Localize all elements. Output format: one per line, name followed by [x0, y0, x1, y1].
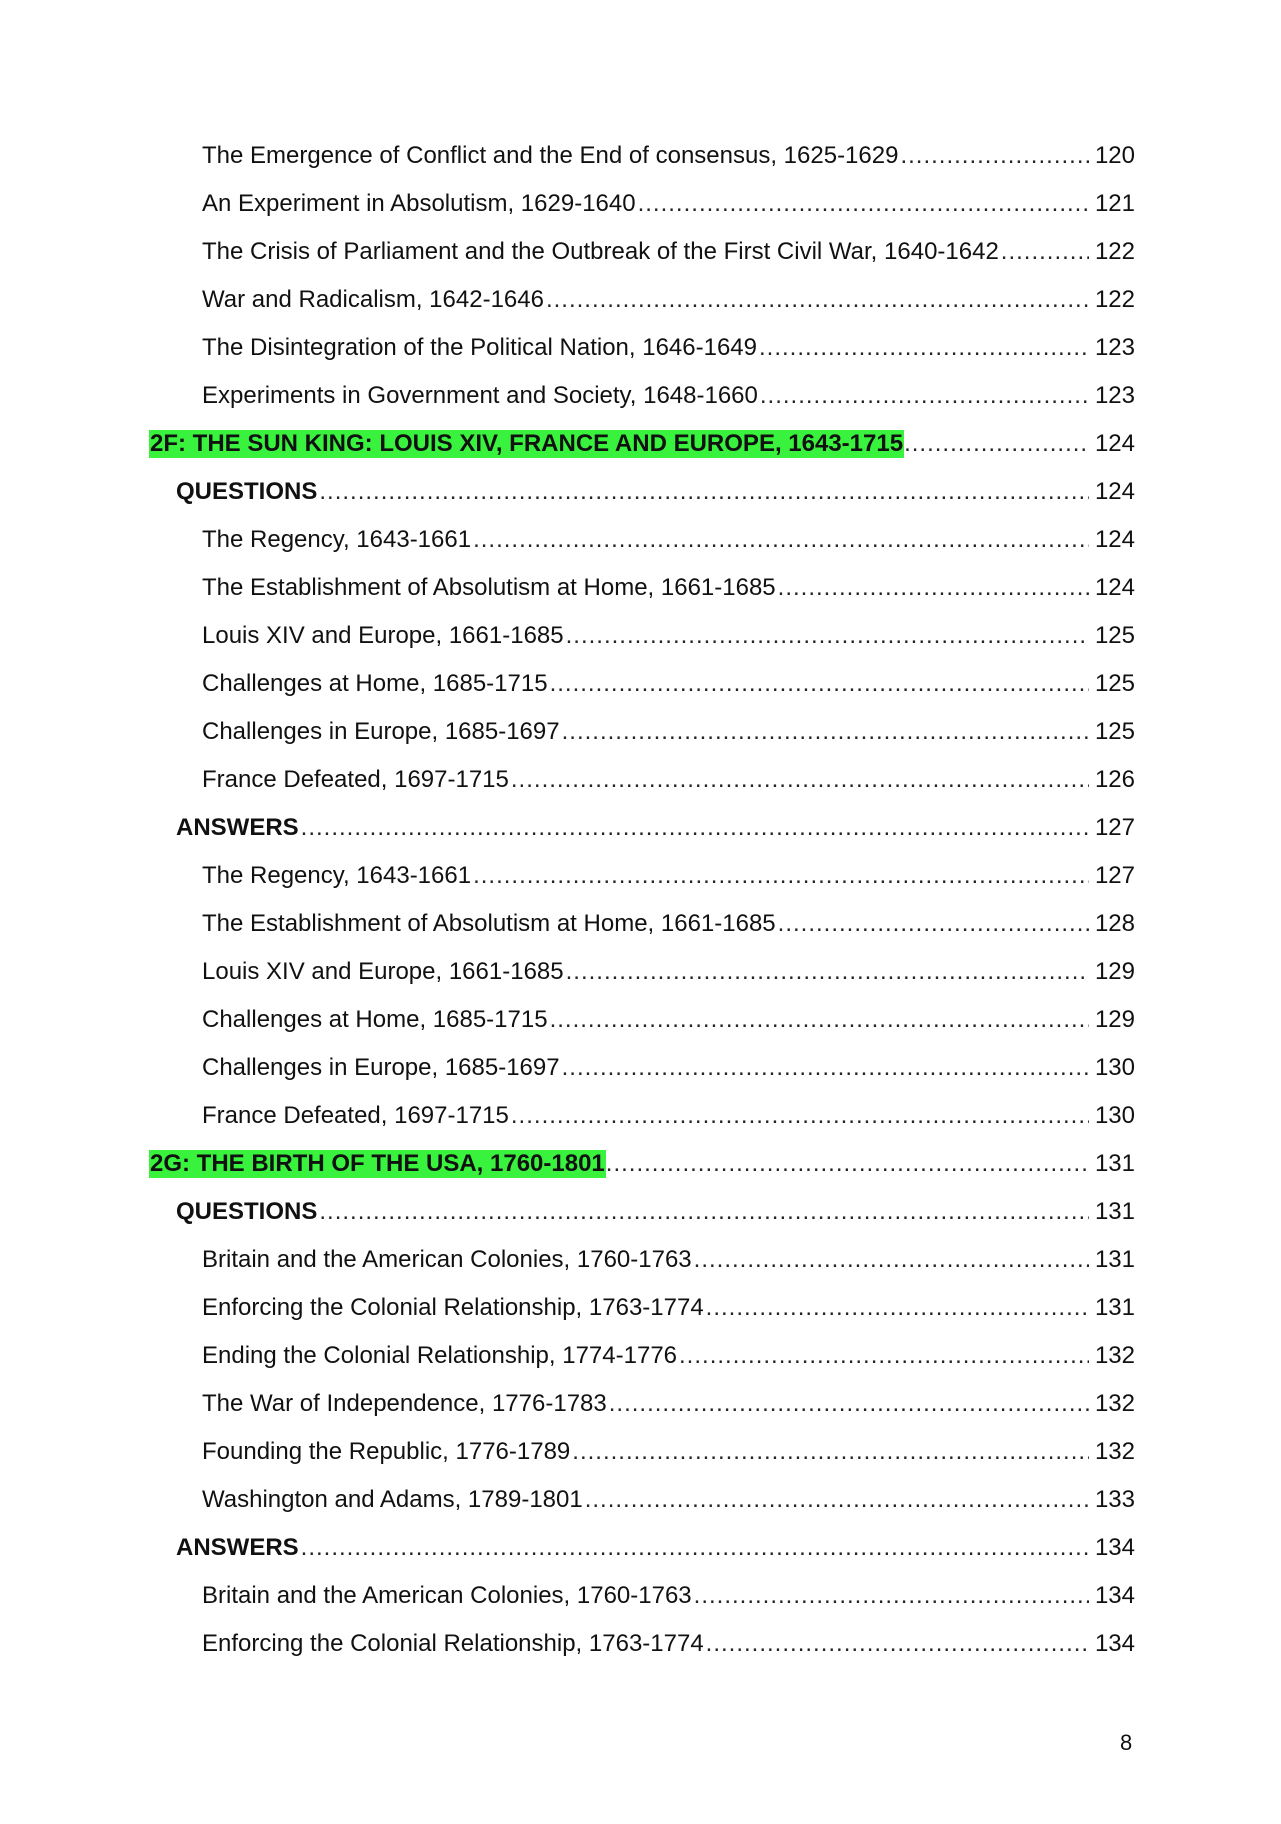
dot-leader: [606, 1150, 1089, 1178]
toc-entry[interactable]: [150, 1102, 1135, 1150]
toc-entry-page: 131: [1094, 1294, 1135, 1321]
dot-leader: [694, 1246, 1089, 1274]
toc-entry-title: Enforcing the Colonial Relationship, 1763-1774: [202, 1630, 704, 1657]
toc-entry[interactable]: [150, 1630, 1135, 1678]
toc-entry-title: France Defeated, 1697-1715: [202, 1102, 509, 1129]
toc-entry-page: 123: [1094, 382, 1135, 409]
dot-leader: [778, 910, 1089, 938]
dot-leader: [706, 1294, 1089, 1322]
toc-entry-page: 129: [1094, 1006, 1135, 1033]
dot-leader: [550, 670, 1089, 698]
toc-entry[interactable]: [150, 622, 1135, 670]
dot-leader: [566, 958, 1089, 986]
toc-entry[interactable]: [150, 910, 1135, 958]
page-number: 8: [1120, 1730, 1133, 1755]
toc-entry-page: 132: [1094, 1438, 1135, 1465]
toc-entry-page: 134: [1094, 1630, 1135, 1657]
toc-entry-title: The Crisis of Parliament and the Outbreak of the First Civil War, 1640-1642: [202, 238, 999, 265]
toc-entry-title: ANSWERS: [176, 814, 299, 841]
dot-leader: [301, 814, 1089, 842]
toc-entry-title: Founding the Republic, 1776-1789: [202, 1438, 571, 1465]
toc-entry[interactable]: [150, 766, 1135, 814]
dot-leader: [562, 718, 1089, 746]
toc-entry-page: 125: [1094, 718, 1135, 745]
toc-entry-page: 124: [1094, 526, 1135, 553]
toc-entry-page: 122: [1094, 286, 1135, 313]
dot-leader: [706, 1630, 1089, 1658]
toc-entry-title: Challenges at Home, 1685-1715: [202, 670, 548, 697]
toc-entry-page: 124: [1094, 430, 1135, 457]
toc-entry-page: 125: [1094, 622, 1135, 649]
toc-entry[interactable]: [150, 958, 1135, 1006]
toc-entry[interactable]: [150, 190, 1135, 238]
dot-leader: [904, 430, 1089, 458]
toc-entry-title: Louis XIV and Europe, 1661-1685: [202, 622, 564, 649]
toc-entry-title: Challenges at Home, 1685-1715: [202, 1006, 548, 1033]
toc-entry-title: The War of Independence, 1776-1783: [202, 1390, 607, 1417]
toc-entry-page: 132: [1094, 1342, 1135, 1369]
dot-leader: [566, 622, 1089, 650]
toc-entry[interactable]: [150, 382, 1135, 430]
toc-entry-title: Britain and the American Colonies, 1760-1763: [202, 1246, 692, 1273]
toc-subheading[interactable]: [150, 814, 1135, 862]
toc-entry-page: 125: [1094, 670, 1135, 697]
dot-leader: [679, 1342, 1089, 1370]
table-of-contents: [150, 142, 1135, 1678]
toc-entry-page: 129: [1094, 958, 1135, 985]
toc-entry-title: QUESTIONS: [176, 1198, 318, 1225]
toc-entry-page: 130: [1094, 1054, 1135, 1081]
dot-leader: [609, 1390, 1089, 1418]
toc-entry-title: 2G: THE BIRTH OF THE USA, 1760-1801: [150, 1150, 605, 1177]
toc-entry-title: The Regency, 1643-1661: [202, 862, 472, 889]
dot-leader: [759, 334, 1089, 362]
toc-entry-page: 134: [1094, 1582, 1135, 1609]
toc-entry-page: 130: [1094, 1102, 1135, 1129]
toc-entry[interactable]: [150, 1486, 1135, 1534]
toc-entry-title: Washington and Adams, 1789-1801: [202, 1486, 583, 1513]
toc-entry-title: Experiments in Government and Society, 1648-1660: [202, 382, 758, 409]
dot-leader: [319, 1198, 1089, 1226]
toc-entry-page: 128: [1094, 910, 1135, 937]
toc-entry[interactable]: [150, 1342, 1135, 1390]
dot-leader: [900, 142, 1089, 170]
toc-entry[interactable]: [150, 1294, 1135, 1342]
toc-entry-title: 2F: THE SUN KING: LOUIS XIV, FRANCE AND EUROPE, 1643-1715: [150, 430, 904, 457]
toc-entry-title: ANSWERS: [176, 1534, 299, 1561]
toc-entry-title: Ending the Colonial Relationship, 1774-1776: [202, 1342, 678, 1369]
toc-entry[interactable]: [150, 1438, 1135, 1486]
dot-leader: [473, 862, 1089, 890]
toc-entry[interactable]: [150, 238, 1135, 286]
toc-entry-page: 124: [1094, 478, 1135, 505]
toc-entry[interactable]: [150, 574, 1135, 622]
toc-entry-title: Louis XIV and Europe, 1661-1685: [202, 958, 564, 985]
toc-entry-title: Challenges in Europe, 1685-1697: [202, 718, 560, 745]
toc-entry[interactable]: [150, 1246, 1135, 1294]
dot-leader: [778, 574, 1089, 602]
toc-subheading[interactable]: [150, 478, 1135, 526]
toc-entry-title: The Emergence of Conflict and the End of consensus, 1625-1629: [202, 142, 899, 169]
toc-subheading[interactable]: [150, 1198, 1135, 1246]
toc-entry[interactable]: [150, 1582, 1135, 1630]
toc-entry[interactable]: [150, 1054, 1135, 1102]
dot-leader: [473, 526, 1089, 554]
toc-entry-page: 122: [1094, 238, 1135, 265]
toc-entry-title: War and Radicalism, 1642-1646: [202, 286, 544, 313]
toc-entry-title: The Establishment of Absolutism at Home, 1661-1685: [202, 574, 776, 601]
toc-entry-title: QUESTIONS: [176, 478, 318, 505]
dot-leader: [550, 1006, 1089, 1034]
toc-entry-page: 131: [1094, 1198, 1135, 1225]
dot-leader: [585, 1486, 1089, 1514]
toc-entry-page: 127: [1094, 862, 1135, 889]
toc-subheading[interactable]: [150, 1534, 1135, 1582]
dot-leader: [638, 190, 1089, 218]
toc-entry-title: An Experiment in Absolutism, 1629-1640: [202, 190, 636, 217]
dot-leader: [511, 766, 1089, 794]
dot-leader: [572, 1438, 1089, 1466]
dot-leader: [319, 478, 1089, 506]
toc-entry-page: 123: [1094, 334, 1135, 361]
toc-entry-title: France Defeated, 1697-1715: [202, 766, 509, 793]
toc-entry[interactable]: [150, 718, 1135, 766]
toc-entry-title: Britain and the American Colonies, 1760-1763: [202, 1582, 692, 1609]
dot-leader: [1001, 238, 1089, 266]
toc-section-heading[interactable]: [150, 1150, 1135, 1198]
toc-entry-page: 121: [1094, 190, 1135, 217]
dot-leader: [301, 1534, 1089, 1562]
toc-entry[interactable]: [150, 862, 1135, 910]
toc-entry-page: 134: [1094, 1534, 1135, 1561]
toc-entry-page: 132: [1094, 1390, 1135, 1417]
toc-entry[interactable]: [150, 670, 1135, 718]
toc-entry-title: The Regency, 1643-1661: [202, 526, 472, 553]
toc-entry[interactable]: [150, 526, 1135, 574]
dot-leader: [562, 1054, 1089, 1082]
toc-entry-title: Challenges in Europe, 1685-1697: [202, 1054, 560, 1081]
toc-entry[interactable]: [150, 286, 1135, 334]
toc-entry[interactable]: [150, 1390, 1135, 1438]
toc-section-heading[interactable]: [150, 430, 1135, 478]
toc-entry[interactable]: [150, 142, 1135, 190]
toc-entry[interactable]: [150, 334, 1135, 382]
toc-entry-page: 133: [1094, 1486, 1135, 1513]
toc-entry-page: 131: [1094, 1150, 1135, 1177]
dot-leader: [546, 286, 1089, 314]
toc-entry-title: The Disintegration of the Political Nation, 1646-1649: [202, 334, 757, 361]
toc-entry-title: The Establishment of Absolutism at Home, 1661-1685: [202, 910, 776, 937]
dot-leader: [760, 382, 1089, 410]
dot-leader: [511, 1102, 1089, 1130]
toc-entry-page: 120: [1094, 142, 1135, 169]
toc-entry-page: 126: [1094, 766, 1135, 793]
toc-entry-page: 124: [1094, 574, 1135, 601]
dot-leader: [694, 1582, 1089, 1610]
toc-entry-title: Enforcing the Colonial Relationship, 1763-1774: [202, 1294, 704, 1321]
toc-entry-page: 127: [1094, 814, 1135, 841]
toc-entry-page: 131: [1094, 1246, 1135, 1273]
toc-entry[interactable]: [150, 1006, 1135, 1054]
